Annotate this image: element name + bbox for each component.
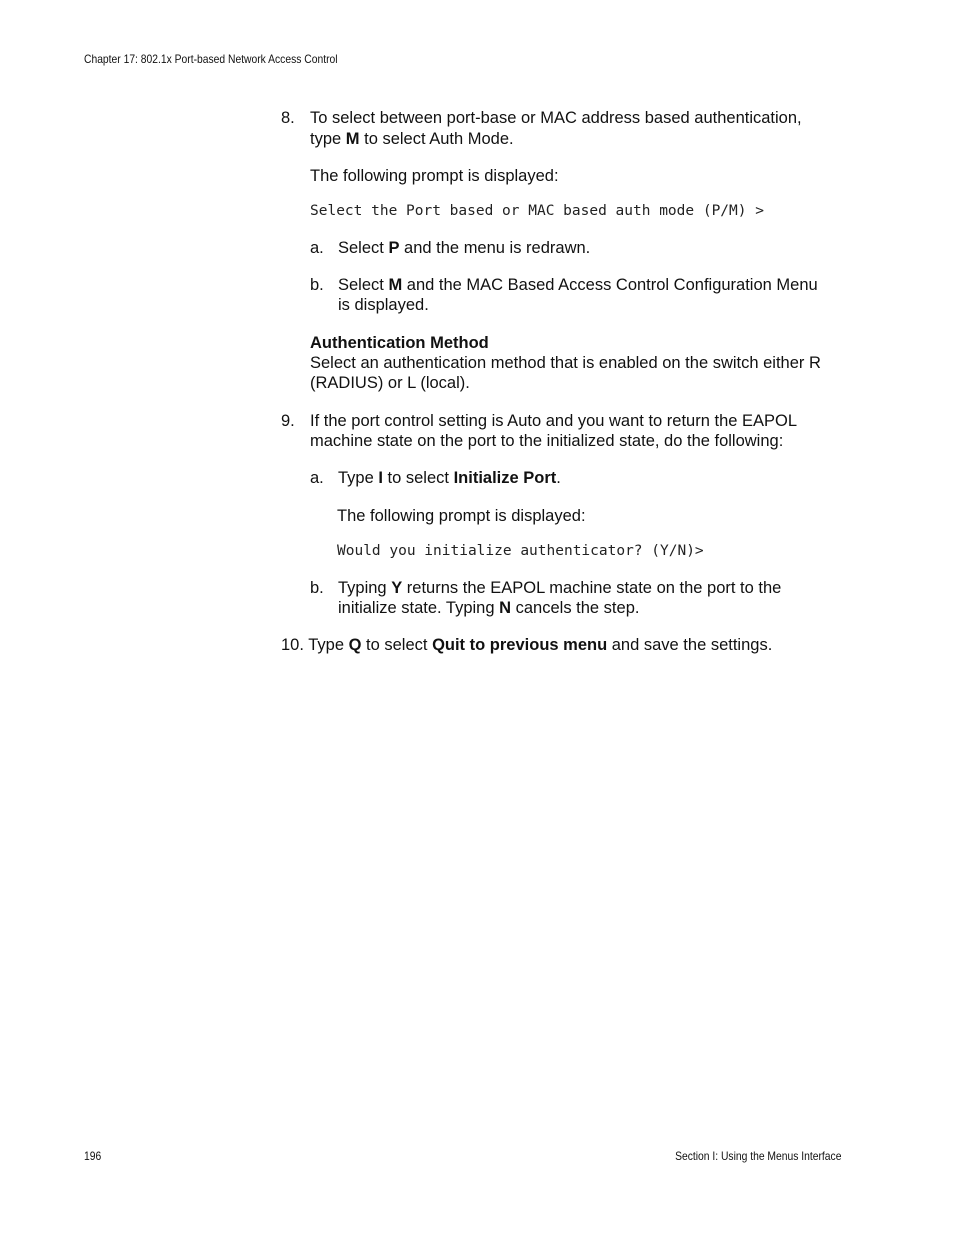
auth-method-heading: Authentication Method [310, 334, 489, 352]
step-9-number: 9. [281, 412, 295, 430]
step-8-line1: To select between port-base or MAC address based authentication, [310, 109, 802, 127]
substep-9a-label: a. [310, 469, 324, 487]
page-number: 196 [84, 1149, 102, 1163]
substep-9b-line2: initialize state. Typing N cancels the step. [338, 599, 640, 617]
step-10: 10. Type Q to select Quit to previous menu and save the settings. [281, 636, 773, 654]
auth-method-line2: (RADIUS) or L (local). [310, 374, 470, 392]
step-8-line2: type M to select Auth Mode. [310, 130, 514, 148]
substep-9b-label: b. [310, 579, 324, 597]
prompt-intro: The following prompt is displayed: [310, 167, 559, 185]
step-8-number: 8. [281, 109, 295, 127]
substep-9b-text: Typing Y returns the EAPOL machine state on the port to the [338, 579, 782, 597]
step-9-line1: If the port control setting is Auto and you want to return the EAPOL [310, 412, 798, 430]
initialize-prompt: Would you initialize authenticator? (Y/N)> [337, 543, 704, 559]
substep-9a-text: Type I to select Initialize Port. [338, 469, 561, 487]
substep-8b-text: Select M and the MAC Based Access Control Configuration Menu [338, 276, 818, 294]
running-header: Chapter 17: 802.1x Port-based Network Access Control [84, 52, 338, 66]
auth-mode-prompt: Select the Port based or MAC based auth mode (P/M) > [310, 203, 764, 219]
substep-8b-label: b. [310, 276, 324, 294]
substep-8b-line2: is displayed. [338, 296, 429, 314]
substep-8a-text: Select P and the menu is redrawn. [338, 239, 591, 257]
substep-8a-label: a. [310, 239, 324, 257]
section-footer: Section I: Using the Menus Interface [674, 1149, 841, 1163]
prompt-intro: The following prompt is displayed: [337, 507, 586, 525]
auth-method-line1: Select an authentication method that is enabled on the switch either R [310, 354, 821, 372]
step-9-line2: machine state on the port to the initialized state, do the following: [310, 432, 784, 450]
